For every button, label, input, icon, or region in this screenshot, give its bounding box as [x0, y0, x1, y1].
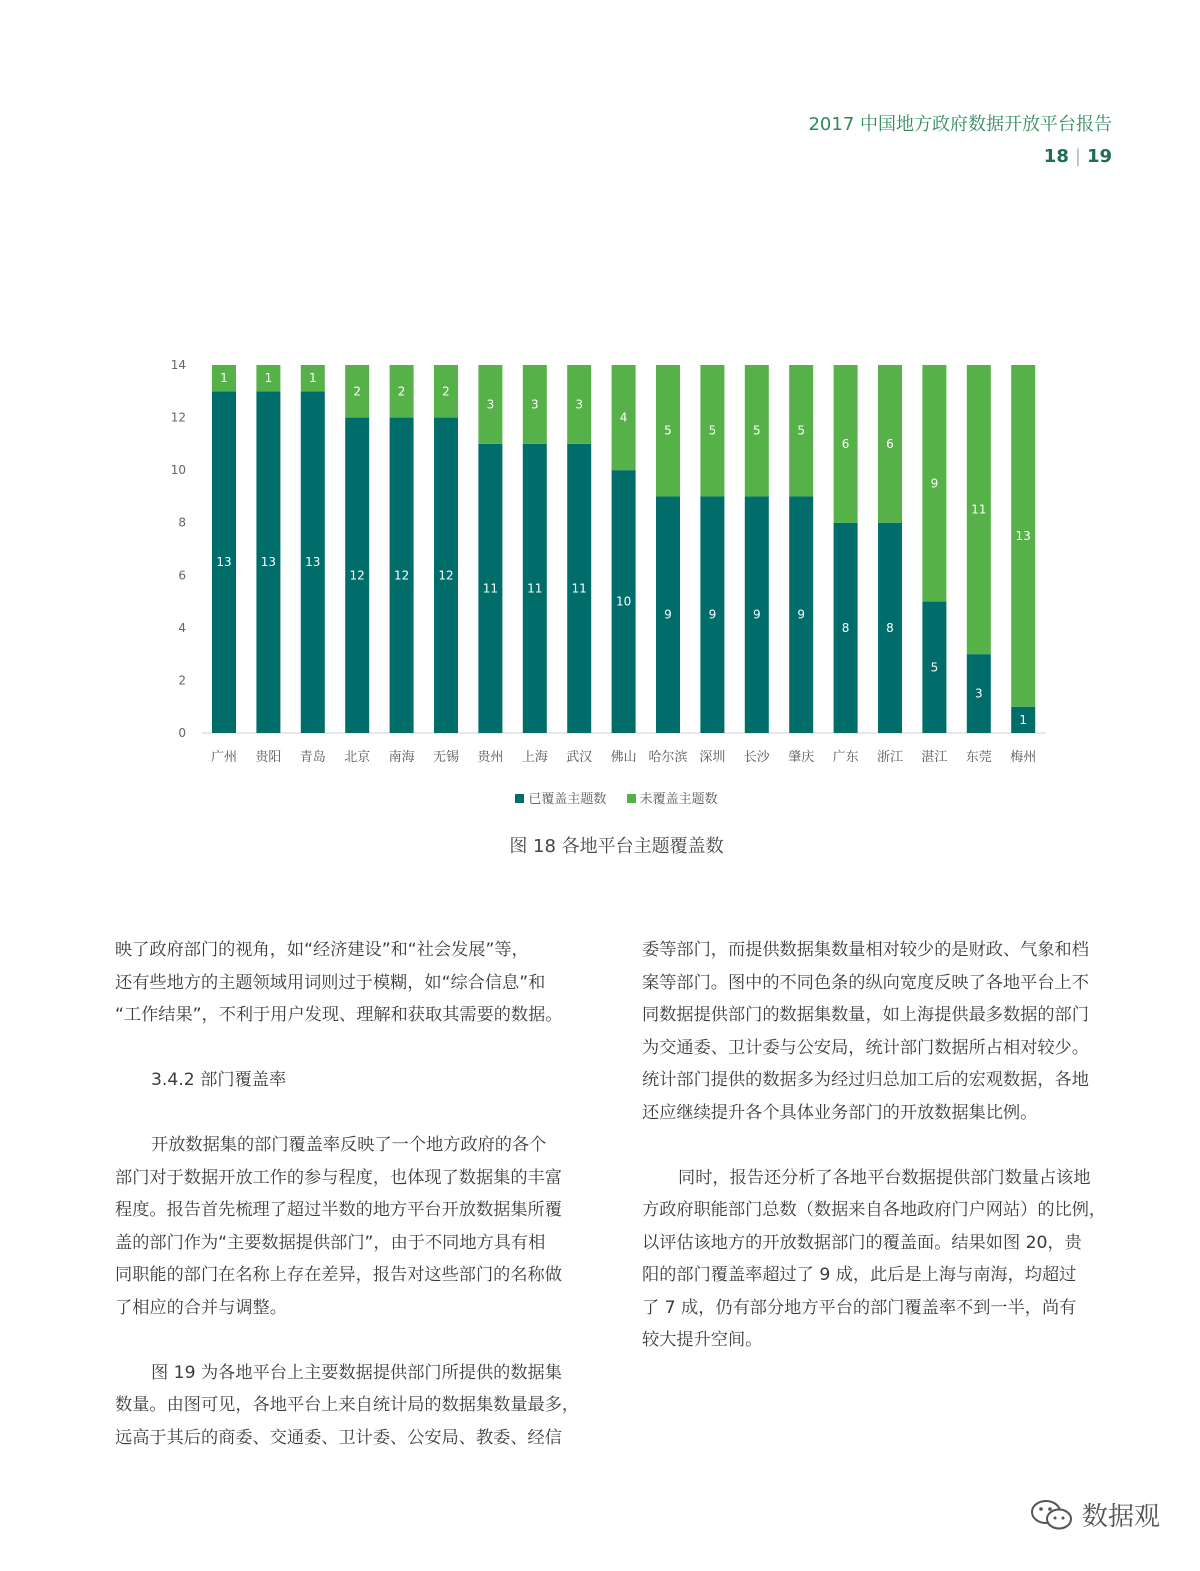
text-line: 为交通委、卫计委与公安局，统计部门数据所占相对较少。 — [642, 1037, 1089, 1058]
y-tick-label: 4 — [178, 620, 186, 635]
x-tick-label: 武汉 — [566, 750, 593, 765]
figure-caption: 图 18 各地平台主题覆盖数 — [509, 836, 724, 857]
text-line: 部门对于数据开放工作的参与程度，也体现了数据集的丰富 — [115, 1167, 562, 1188]
text-line: 程度。报告首先梳理了超过半数的地方平台开放数据集所覆 — [115, 1200, 562, 1220]
data-label: 6 — [841, 436, 850, 451]
data-label: 10 — [615, 594, 632, 609]
data-label: 4 — [619, 410, 628, 425]
data-label: 1 — [1019, 712, 1028, 727]
x-tick-label: 贵州 — [477, 750, 504, 765]
legend-swatch-covered — [515, 794, 524, 803]
data-label: 11 — [482, 581, 499, 596]
y-tick-label: 8 — [178, 515, 186, 530]
watermark — [1030, 1496, 1160, 1533]
data-label: 3 — [530, 397, 539, 412]
chart-legend — [0, 788, 1200, 807]
x-tick-label: 无锡 — [432, 750, 460, 765]
y-tick-label: 10 — [170, 463, 186, 478]
text-line: 盖的部门作为“主要数据提供部门”，由于不同地方具有相 — [115, 1232, 546, 1253]
text-line: 同职能的部门在名称上存在差异，报告对这些部门的名称做 — [115, 1265, 562, 1285]
data-label: 12 — [349, 568, 365, 583]
x-tick-label: 贵阳 — [255, 750, 282, 765]
x-tick-label: 湛江 — [921, 750, 948, 765]
text-line: 统计部门提供的数据多为经过归总加工后的宏观数据，各地 — [642, 1070, 1089, 1090]
y-tick-label: 12 — [170, 410, 186, 425]
x-tick-label: 深圳 — [699, 750, 726, 765]
data-label: 3 — [974, 686, 983, 701]
x-tick-label: 长沙 — [743, 750, 770, 765]
data-label: 2 — [353, 384, 362, 399]
watermark-text: 数据观 — [1081, 1502, 1160, 1532]
text-line: 了 7 成，仍有部分地方平台的部门覆盖率不到一半，尚有 — [642, 1297, 1077, 1318]
y-tick-label: 2 — [178, 673, 186, 688]
data-label: 5 — [708, 423, 717, 438]
text-line: 还应继续提升各个具体业务部门的开放数据集比例。 — [642, 1102, 1038, 1123]
legend-label-uncovered: 未覆盖主题数 — [639, 792, 718, 807]
text-line: 同时，报告还分析了各地平台数据提供部门数量占该地 — [678, 1167, 1091, 1188]
x-tick-label: 青岛 — [299, 750, 326, 765]
data-label: 5 — [752, 423, 761, 438]
legend-swatch-uncovered — [627, 794, 636, 803]
x-tick-label: 南海 — [388, 750, 415, 765]
text-line: “工作结果”，不利于用户发现、理解和获取其需要的数据。 — [115, 1005, 563, 1025]
data-label: 3 — [575, 397, 584, 412]
data-label: 11 — [527, 581, 543, 596]
data-label: 6 — [886, 436, 894, 451]
text-line: 开放数据集的部门覆盖率反映了一个地方政府的各个 — [151, 1135, 547, 1155]
x-tick-label: 佛山 — [610, 750, 637, 765]
text-line: 映了政府部门的视角，如“经济建设”和“社会发展”等， — [115, 940, 529, 960]
x-tick-label: 北京 — [344, 750, 371, 765]
paragraph — [115, 1357, 587, 1455]
page-separator: | — [1074, 146, 1081, 167]
data-label: 11 — [571, 581, 587, 596]
data-label: 1 — [220, 371, 228, 386]
legend-label-covered: 已覆盖主题数 — [528, 792, 607, 807]
page-numbers — [1044, 146, 1112, 167]
data-label: 9 — [664, 607, 672, 622]
paragraph — [115, 1129, 587, 1324]
text-line: 远高于其后的商委、交通委、卫计委、公安局、教委、经信 — [115, 1427, 562, 1448]
text-line: 委等部门，而提供数据集数量相对较少的是财政、气象和档 — [642, 940, 1089, 960]
paragraph — [642, 934, 1114, 1129]
text-line: 数量。由图可见，各地平台上来自统计局的数据集数量最多， — [115, 1395, 580, 1415]
text-line: 还有些地方的主题领域用词则过于模糊，如“综合信息”和 — [115, 972, 546, 993]
text-line: 以评估该地方的开放数据部门的覆盖面。结果如图 20，贵 — [642, 1232, 1082, 1253]
data-label: 12 — [393, 568, 410, 583]
x-tick-label: 肇庆 — [788, 750, 815, 765]
x-tick-label: 梅州 — [1010, 750, 1037, 765]
text-line: 案等部门。图中的不同色条的纵向宽度反映了各地平台上不 — [642, 972, 1089, 993]
data-label: 9 — [930, 476, 939, 491]
data-label: 5 — [797, 423, 806, 438]
x-tick-label: 东莞 — [965, 750, 992, 765]
data-label: 2 — [397, 384, 406, 399]
paragraph — [642, 1162, 1114, 1357]
data-label: 13 — [1015, 528, 1031, 543]
data-label: 1 — [264, 371, 273, 386]
data-label: 8 — [886, 620, 894, 635]
text-line: 方政府职能部门总数（数据来自各地政府门户网站）的比例， — [642, 1200, 1107, 1220]
data-label: 9 — [752, 607, 761, 622]
x-tick-label: 上海 — [521, 750, 548, 765]
x-tick-label: 广东 — [832, 750, 859, 765]
paragraph — [115, 934, 587, 1032]
y-tick-label: 14 — [170, 358, 186, 372]
data-label: 9 — [797, 607, 806, 622]
data-label: 9 — [708, 607, 717, 622]
data-label: 1 — [308, 371, 317, 386]
data-label: 12 — [438, 568, 454, 583]
page-number-right: 19 — [1086, 146, 1112, 167]
data-label: 5 — [930, 660, 939, 675]
data-label: 8 — [841, 620, 850, 635]
wechat-icon — [1030, 1498, 1074, 1532]
text-line: 较大提升空间。 — [642, 1330, 763, 1350]
text-line: 图 19 为各地平台上主要数据提供部门所提供的数据集 — [151, 1362, 562, 1383]
y-tick-label: 0 — [178, 726, 186, 740]
page-number-left: 18 — [1043, 146, 1069, 167]
stacked-bar-chart — [150, 345, 1060, 775]
legend-item-covered — [515, 788, 606, 807]
data-label: 13 — [305, 555, 321, 570]
x-tick-label: 浙江 — [876, 750, 904, 765]
text-line: 同数据提供部门的数据集数量，如上海提供最多数据的部门 — [642, 1005, 1089, 1025]
x-tick-label: 哈尔滨 — [648, 750, 688, 765]
report-title: 2017 中国地方政府数据开放平台报告 — [808, 114, 1112, 135]
data-label: 2 — [442, 384, 450, 399]
data-label: 11 — [971, 502, 987, 517]
text-line: 了相应的合并与调整。 — [115, 1297, 287, 1318]
text-line: 阳的部门覆盖率超过了 9 成，此后是上海与南海，均超过 — [642, 1265, 1077, 1285]
x-tick-label: 广州 — [210, 750, 238, 765]
legend-item-uncovered — [627, 788, 718, 807]
y-tick-label: 6 — [178, 568, 186, 583]
left-column — [115, 934, 587, 1454]
data-label: 3 — [486, 397, 495, 412]
data-label: 13 — [260, 555, 277, 570]
data-label: 5 — [664, 423, 672, 438]
data-label: 13 — [216, 555, 232, 570]
section-heading: 3.4.2 部门覆盖率 — [151, 1070, 287, 1090]
right-column — [642, 934, 1114, 1357]
